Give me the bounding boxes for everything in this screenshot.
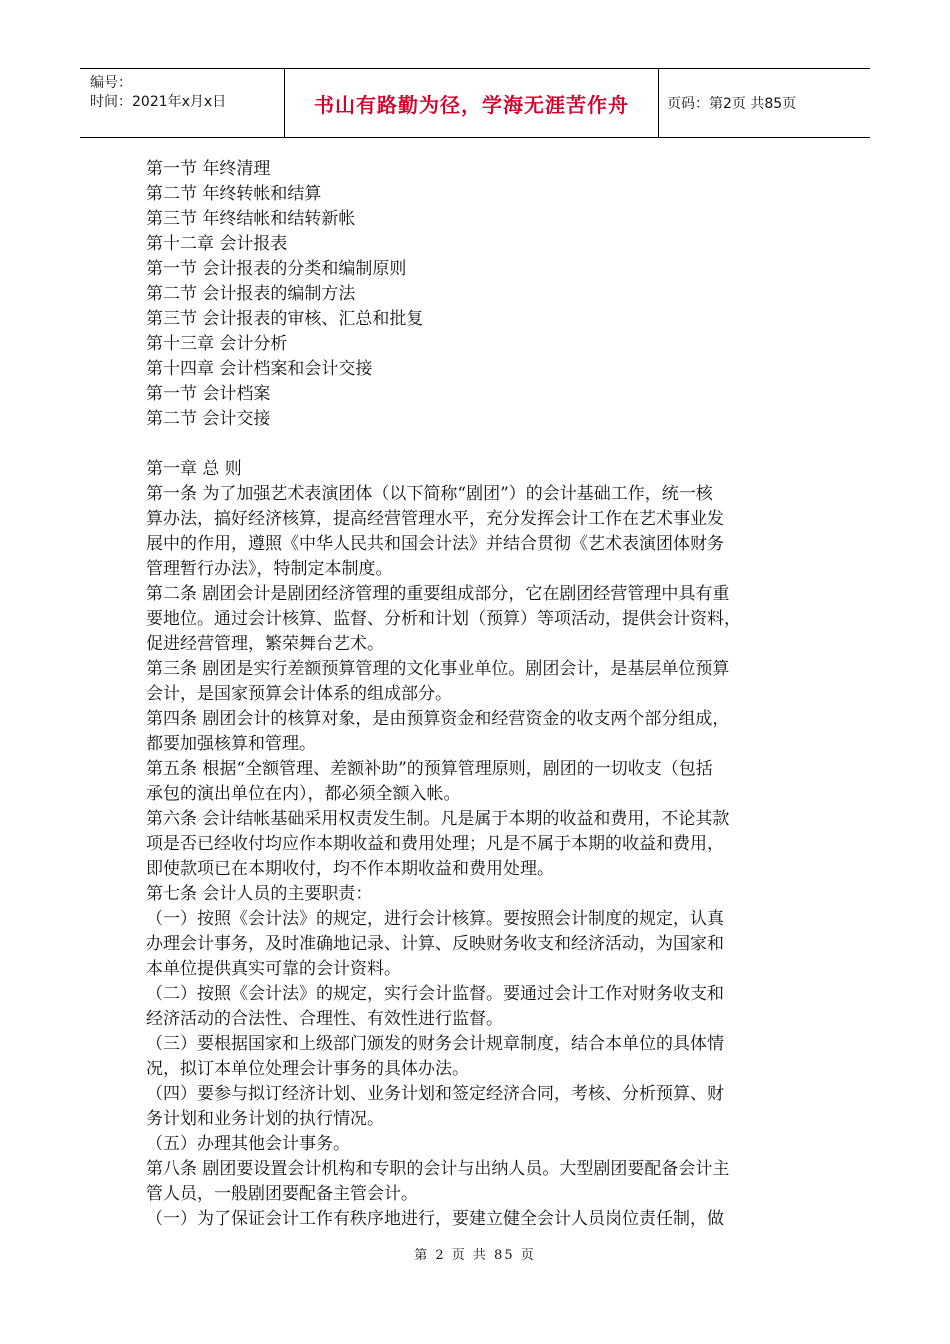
body-line: 即使款项已在本期收付，均不作本期收益和费用处理。 (146, 859, 554, 879)
body-line: 承包的演出单位在内），都必须全额入帐。 (146, 784, 461, 804)
section-spacer (146, 432, 826, 457)
document-body (146, 157, 826, 1232)
body-line: （四）要参与拟订经济计划、业务计划和签定经济合同，考核、分析预算、财 (146, 1084, 724, 1104)
toc-line: 第一节 会计报表的分类和编制原则 (146, 259, 407, 279)
page-footer: 第 2 页 共 85 页 (414, 1248, 536, 1263)
body-line: （五）办理其他会计事务。 (146, 1134, 350, 1154)
body-line: 管理暂行办法》，特制定本制度。 (146, 559, 393, 579)
toc-line: 第一节 会计档案 (146, 384, 271, 404)
body-line: 第二条 剧团会计是剧团经济管理的重要组成部分，它在剧团经营管理中具有重 (146, 584, 730, 604)
toc-line: 第一节 年终清理 (146, 159, 271, 179)
body-line: （二）按照《会计法》的规定，实行会计监督。要通过会计工作对财务收支和 (146, 984, 724, 1004)
toc-line: 第十三章 会计分析 (146, 334, 288, 354)
header-motto: 书山有路勤为径，学海无涯苦作舟 (314, 92, 629, 117)
body-line: 都要加强核算和管理。 (146, 734, 316, 754)
header-page-code: 页码：第2页 共85页 (667, 96, 797, 112)
body-line: 项是否已经收付均应作本期收益和费用处理；凡是不属于本期的收益和费用， (146, 834, 724, 854)
body-line: 第六条 会计结帐基础采用权责发生制。凡是属于本期的收益和费用，不论其款 (146, 809, 730, 829)
body-line: 本单位提供真实可靠的会计资料。 (146, 959, 401, 979)
body-line: （三）要根据国家和上级部门颁发的财务会计规章制度，结合本单位的具体情 (146, 1034, 724, 1054)
body-line: 促进经营管理，繁荣舞台艺术。 (146, 634, 384, 654)
chapter-text (146, 457, 826, 1232)
toc-line: 第二节 会计报表的编制方法 (146, 284, 356, 304)
toc-line: 第三节 年终结帐和结转新帐 (146, 209, 356, 229)
body-line: （一）按照《会计法》的规定，进行会计核算。要按照会计制度的规定，认真 (146, 909, 724, 929)
table-of-contents (146, 157, 826, 432)
body-line: 要地位。通过会计核算、监督、分析和计划（预算）等项活动，提供会计资料， (146, 609, 741, 629)
body-line: 管人员，一般剧团要配备主管会计。 (146, 1184, 418, 1204)
body-line: 会计，是国家预算会计体系的组成部分。 (146, 684, 452, 704)
toc-line: 第二节 年终转帐和结算 (146, 184, 322, 204)
body-line: 算办法，搞好经济核算，提高经营管理水平，充分发挥会计工作在艺术事业发 (146, 509, 724, 529)
body-line: 展中的作用，遵照《中华人民共和国会计法》并结合贯彻《艺术表演团体财务 (146, 534, 724, 554)
body-line: 第八条 剧团要设置会计机构和专职的会计与出纳人员。大型剧团要配备会计主 (146, 1159, 730, 1179)
toc-line: 第十二章 会计报表 (146, 234, 288, 254)
body-line: 第四条 剧团会计的核算对象，是由预算资金和经营资金的收支两个部分组成， (146, 709, 730, 729)
body-line: 务计划和业务计划的执行情况。 (146, 1109, 384, 1129)
document-number-label: 编号： (90, 75, 132, 91)
body-line: 第七条 会计人员的主要职责： (146, 884, 373, 904)
header-meta (80, 69, 283, 137)
body-line: 第三条 剧团是实行差额预算管理的文化事业单位。剧团会计，是基层单位预算 (146, 659, 730, 679)
body-line: 况，拟订本单位处理会计事务的具体办法。 (146, 1059, 469, 1079)
toc-line: 第三节 会计报表的审核、汇总和批复 (146, 309, 424, 329)
body-line: （一）为了保证会计工作有秩序地进行，要建立健全会计人员岗位责任制，做 (146, 1209, 724, 1229)
document-time-label: 时间：2021年x月x日 (90, 94, 227, 110)
page-header (80, 68, 870, 138)
body-line: 第五条 根据“全额管理、差额补助”的预算管理原则，剧团的一切收支（包括 (146, 759, 713, 779)
toc-line: 第十四章 会计档案和会计交接 (146, 359, 373, 379)
chapter-heading: 第一章 总 则 (146, 459, 242, 479)
body-line: 办理会计事务，及时准确地记录、计算、反映财务收支和经济活动，为国家和 (146, 934, 724, 954)
body-line: 第一条 为了加强艺术表演团体（以下简称“剧团”）的会计基础工作，统一核 (146, 484, 713, 504)
body-line: 经济活动的合法性、合理性、有效性进行监督。 (146, 1009, 503, 1029)
toc-line: 第二节 会计交接 (146, 409, 271, 429)
